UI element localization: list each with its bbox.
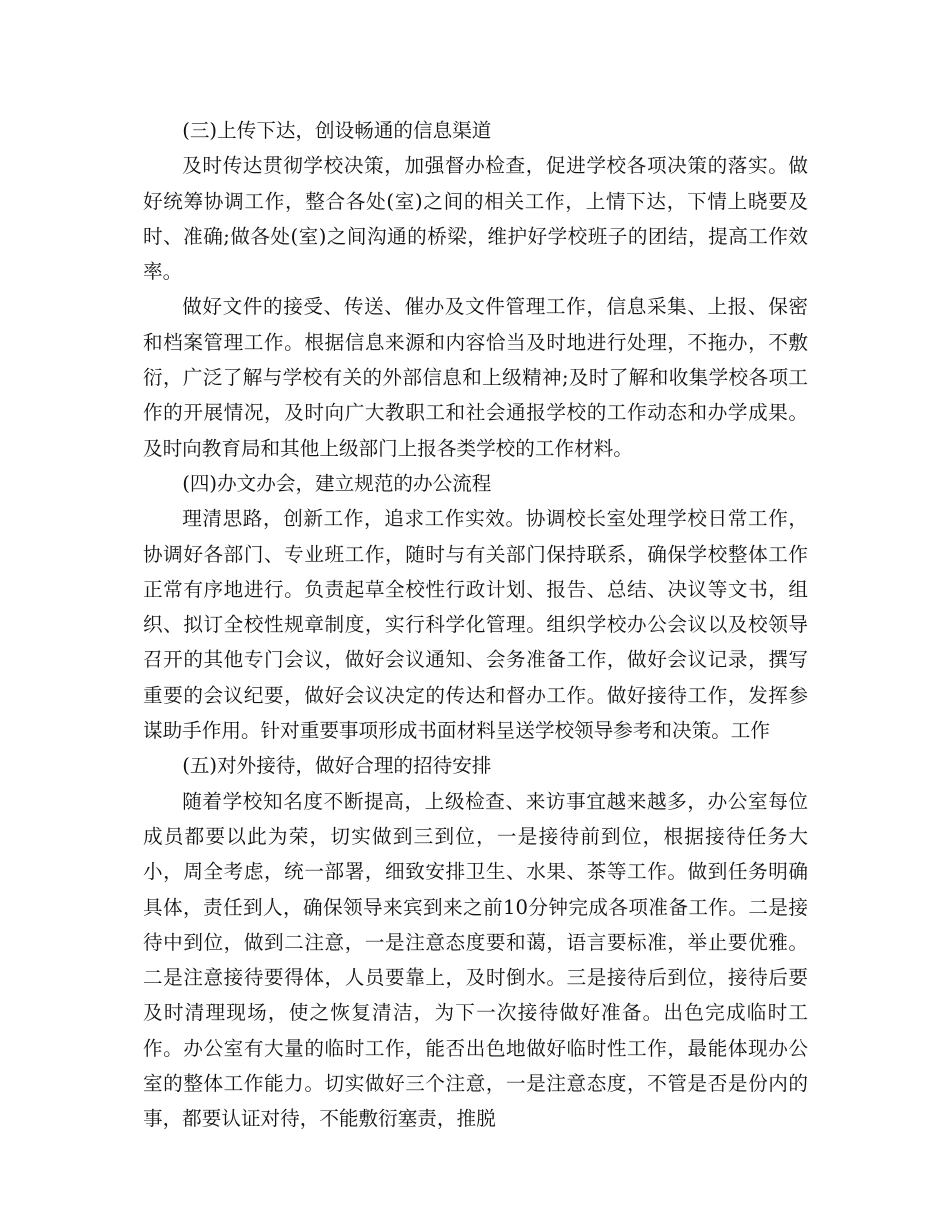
paragraph: 理清思路，创新工作，追求工作实效。协调校长室处理学校日常工作，协调好各部门、专业班工作，随时与有关部门保持联系，确保学校整体工作正常有序地进行。负责起草全校性行政计划、报告、总结、决议等文书，组织、拟订全校性规章制度，实行科学化管理。组织学校办公会议以及校领导召开的其他专门会议，做好会议通知、会务准备工作，做好会议记录，撰写重要的会议纪要，做好会议决定的传达和督办工作。做好接待工作，发挥参谋助手作用。针对重要事项形成书面材料呈送学校领导参考和决策。工作 bbox=[143, 507, 808, 743]
section-heading-5: (五)对外接待，做好合理的招待安排 bbox=[182, 754, 492, 778]
section-heading-4: (四)办文办会，建立规范的办公流程 bbox=[182, 471, 492, 495]
paragraph: 做好文件的接受、传送、催办及文件管理工作，信息采集、上报、保密和档案管理工作。根据信息来源和内容恰当及时地进行处理，不拖办，不敷衍，广泛了解与学校有关的外部信息和上级精神;及时了解和收集学校各项工作的开展情况，及时向广大教职工和社会通报学校的工作动态和办学成果。及时向教育局和其他上级部门上报各类学校的工作材料。 bbox=[143, 295, 808, 460]
document-body bbox=[143, 113, 808, 1137]
section-heading-3: (三)上传下达，创设畅通的信息渠道 bbox=[182, 119, 492, 142]
paragraph: 及时传达贯彻学校决策，加强督办检查，促进学校各项决策的落实。做好统筹协调工作，整合各处(室)之间的相关工作，上情下达，下情上晓要及时、准确;做各处(室)之间沟通的桥梁，维护好学校班子的团结，提高工作效率。 bbox=[143, 154, 808, 284]
paragraph: 随着学校知名度不断提高，上级检查、来访事宜越来越多，办公室每位成员都要以此为荣，切实做到三到位，一是接待前到位，根据接待任务大小，周全考虑，统一部署，细致安排卫生、水果、茶等工作。做到任务明确具体，责任到人，确保领导来宾到来之前10分钟完成各项准备工作。二是接待中到位，做到二注意，一是注意态度要和蔼，语言要标准，举止要优雅。二是注意接待要得体，人员要靠上，及时倒水。三是接待后到位，接待后要及时清理现场，使之恢复清洁，为下一次接待做好准备。出色完成临时工作。办公室有大量的临时工作，能否出色地做好临时性工作，最能体现办公室的整体工作能力。切实做好三个注意，一是注意态度，不管是否是份内的事，都要认证对待，不能敷衍塞责，推脱 bbox=[143, 789, 808, 1131]
